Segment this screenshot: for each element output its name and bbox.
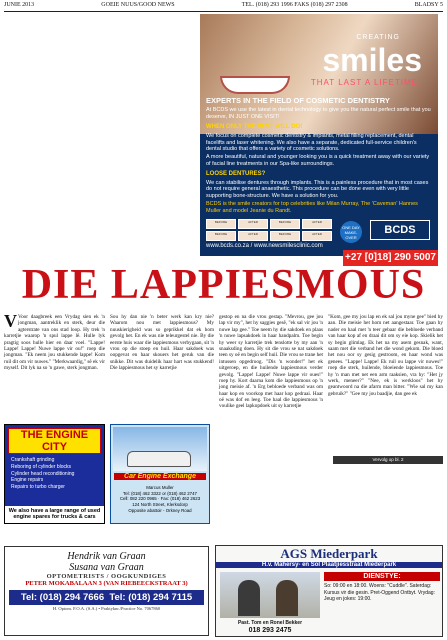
ad-phone: +27 [0]18] 290 5007	[343, 250, 438, 266]
ad-relax-text: A more beautiful, natural and younger looking you is a quick treatment away with our variety of facial line treatments in our Spa-like surroundings.	[206, 154, 430, 168]
header-paper: GOEIE NUUS/GOOD NEWS	[101, 2, 175, 8]
header-tel: TEL. (018) 293 1996 FAKS (018) 297 2308	[241, 2, 348, 8]
ags-phone: 018 293 2475	[248, 627, 292, 634]
after-thumb: AFTER	[302, 231, 332, 241]
ags-church-ad[interactable]	[215, 545, 443, 637]
drop-cap: V	[4, 311, 17, 331]
engine-city-ad[interactable]	[4, 424, 105, 524]
exchange-info	[114, 485, 206, 514]
ad-subtitle: THAT LAST A LIFETIME	[310, 78, 418, 87]
optometrist-ad[interactable]	[4, 546, 209, 636]
engine-services-list	[11, 457, 98, 491]
ad-url-link[interactable]: www.bcds.co.za / www.newsmilesclinic.com	[206, 243, 323, 249]
optom-reg: H. Optom. F.O.A. (S.A.) • Praktyknr./Practice No. 7067860	[52, 606, 161, 611]
engine-city-footer: We also have a large range of used engine spares for trucks & cars	[5, 506, 104, 523]
article-col1-text: Voor daagbreek een Vrydag sien ek 'n jongman, aantreklik en sterk, deur die agterstrate van ons stad loop. Hy trek 'n karretjie waarop 'n spul lappe lê. Hulle lyk pragtig soos hulle hier en daar voel. "Lappe! Lappe! Lappe! Nuwe lappe vir ou!" roep die jongman. "Ek neem jou stukkende lappe! Kom ruil dit om vir nuwes." "Merkwaardig," sê ek vir myself. Dit lyk na so 'n gawe, sterk jongman.	[4, 314, 105, 372]
before-thumb: BEFORE	[206, 219, 236, 229]
ad-body	[206, 96, 432, 215]
pastor-figure	[276, 580, 298, 616]
ags-services-text: So: 09:00 en 18:00. Woens: "Cuddle". Saterdag: Kursus vir die gesin. Pret-Oggend Ontbyt. Vrydag: Jeug en jokes: 19:00.	[324, 583, 435, 603]
before-thumb: BEFORE	[270, 231, 300, 241]
optom-profession: OPTOMETRISTS / OOGKUNDIGES	[46, 573, 167, 580]
optom-name-1: Hendrik van Graan	[67, 551, 146, 562]
smile-graphic	[220, 76, 290, 94]
ags-pastors: Past. Tom en Ronel Bekker	[237, 620, 303, 626]
truck-icon	[127, 451, 191, 467]
after-thumb: AFTER	[302, 219, 332, 229]
ags-services	[324, 572, 440, 634]
article-column-4: "Kom, gee my jou lap en ek sal jou myne gee" bied hy aan. Die meisie het hom net aangestaar. Toe gaan hy nader en haal met 'n teer gebaar die bebloede verband van haar kop af en draai dit om sy eie kop. Skielik het sy begin glimlag. Ek het na my asem gesnak, want, saam met die verband het die wond gekom. Die bloed het nou oor sy gesig gestroom, en haar wond was genees. "Lappe! Lappe! Ek ruil ou lappe vir nuwes!" roep die sterk, huilende, bloeiende lappiesmous. Toe hy 'n man met net een arm raaksien, vra hy: "Het jy werk, meneer?" "Nee, ek is werkloos" het hy geantwoord na die afarm man bitter. "Wie sal my kan gebruik?" "Gee my jou baadjie, dan gee ek	[328, 314, 443, 397]
engine-service: Engine repairs	[11, 477, 44, 484]
page-header	[4, 2, 443, 12]
ad-dentures-heading: LOOSE DENTURES?	[206, 171, 266, 177]
ags-title: AGS Miederpark	[280, 546, 378, 561]
engine-service: Crankshaft grinding	[11, 457, 55, 463]
header-date: JUNIE 2013	[4, 2, 35, 8]
before-after-gallery	[206, 219, 336, 241]
bcds-logo: BCDS	[370, 220, 430, 240]
dental-ad[interactable]	[200, 14, 438, 263]
exchange-address: 124 North Street, Klerksdorp	[132, 502, 188, 508]
ad-when-heading: WHEN ONLY THE BEST WILL DO!	[206, 124, 303, 131]
ad-experts: EXPERTS IN THE FIELD OF COSMETIC DENTISTRY	[206, 96, 390, 105]
after-thumb: AFTER	[238, 231, 268, 241]
optom-tels	[9, 590, 204, 605]
ad-dentures-text: We can stabilise dentures through implants. This is a painless procedure that in most cases do not require general anaesthetic. This procedure can be done even with very little supporting bone-structure. We have a solution for you.	[206, 179, 429, 200]
optom-name-2: Susana van Graan	[69, 562, 144, 573]
engine-city-title: THE ENGINE CITY	[8, 428, 101, 454]
ags-address: H.v. Mahersy- en Sol Plaatjiesstraat Miederpark	[216, 562, 442, 568]
pastors-photo	[220, 572, 320, 618]
ad-intro: At BCDS we use the latest in dental technology to give you the natural perfect smile that you deserve, IN JUST ONE VISIT!	[206, 107, 431, 121]
ad-title: smiles	[322, 42, 422, 78]
article-column-1	[4, 311, 105, 372]
after-thumb: AFTER	[238, 219, 268, 229]
exchange-title: Car Engine Exchange	[114, 473, 206, 480]
engine-service: Reboring of cylinder blocks	[11, 463, 72, 470]
exchange-cell: Cell: 082 220 0965 · Fax: (018) 462 2623	[119, 496, 201, 502]
exchange-tel: Tel: (018) 462 3322 or (018) 462 2747	[123, 490, 197, 496]
one-day-badge: ONE DAY MAKE-OVER	[340, 221, 362, 243]
article-column-2: Sou hy dan nie 'n beter werk kan kry nie? Waarom nou met lappiesmous? My nuuskierigheid was so geprikkel dat ek hom gevolg het. En ek was nie teleurgestel nie. By die eerste huis waar die lappiesmous verbygaan, sit 'n vrou op die stoep en huil. Haar sakdoek was oopgevat en haar skouers het geruk van die snikke. Dit was duidelik haar hart was stukkend! Die lappiesmous het sy karretjie	[110, 314, 214, 372]
article-headline: DIE LAPPIESMOUS	[21, 262, 426, 308]
continued-note: Vervolg op bl. 2	[333, 456, 443, 464]
optom-tel-1: Tel: (018) 294 7666	[20, 592, 105, 603]
optom-tel-2: Tel: (018) 294 7115	[109, 592, 193, 603]
ad-when-text: We focus on complete cosmetic dentistry & implants, metal filling replacement, dental facelifts and laser whitening. We also have a separate, dedicated full-service children's dental studio that offers a variety of cosmetic solutions.	[206, 132, 417, 153]
optom-address: PETER MOKABALAAN 3 (VAN RIEBEECKSTRAAT 3)	[25, 580, 188, 587]
pastor-figure	[238, 580, 260, 616]
before-thumb: BEFORE	[206, 231, 236, 241]
ags-services-title: DIENSTYE:	[324, 572, 440, 581]
header-page: BLADSY 5	[414, 2, 443, 8]
article-column-3: gestop en na die vrou gestap. "Mevrou, gee jou lap vir my", het hy saggies gesê, "ek sal vir jou 'n nuwe lap gee." Toe neem hy die sakdoek en plaas 'n nuwe lapsakdoek in haar handpalm. Toe begin hy weer sy karretjie trek tenslotte by my aan 'n snaaksding doen. Hy sit die vrou se nat sakdoek teen sy oë en begin self huil. Die vrou se trane het intussen opgedroog. "Dis 'n wonder!" het ek uitgeroep, en die huilende lappiesmous verder gevolg. "Lappe! Lappe! Nuwe lappe vir oues!" roep hy. Kort daarna kom die lappiesmous op 'n jong meisie af. 'n Erg bebloede verband was om haar kop en voorkop met haar kop gedraai. Haar oë was dof en leeg. Toe haal die lappiesmous 'n voulike geel lapkopdoek uit sy karretjie	[219, 314, 323, 410]
ad-creating: CREATING	[356, 34, 400, 41]
exchange-contact: Marcus Muller	[146, 485, 174, 490]
before-thumb: BEFORE	[270, 219, 300, 229]
truck-photo	[113, 427, 207, 471]
car-engine-exchange-ad[interactable]	[110, 424, 210, 524]
exchange-extra: Opposite abattoir - Orkney Road	[128, 507, 192, 513]
ad-celebs: BCDS is the smile creators for top celebrities like Milan Murray, The 'Caveman' Hannes Muller and model Jeanie du Randt.	[206, 201, 418, 214]
engine-service: Repairs to turbo charger	[11, 484, 65, 490]
engine-service: Cylinder head reconditioning	[11, 470, 75, 477]
